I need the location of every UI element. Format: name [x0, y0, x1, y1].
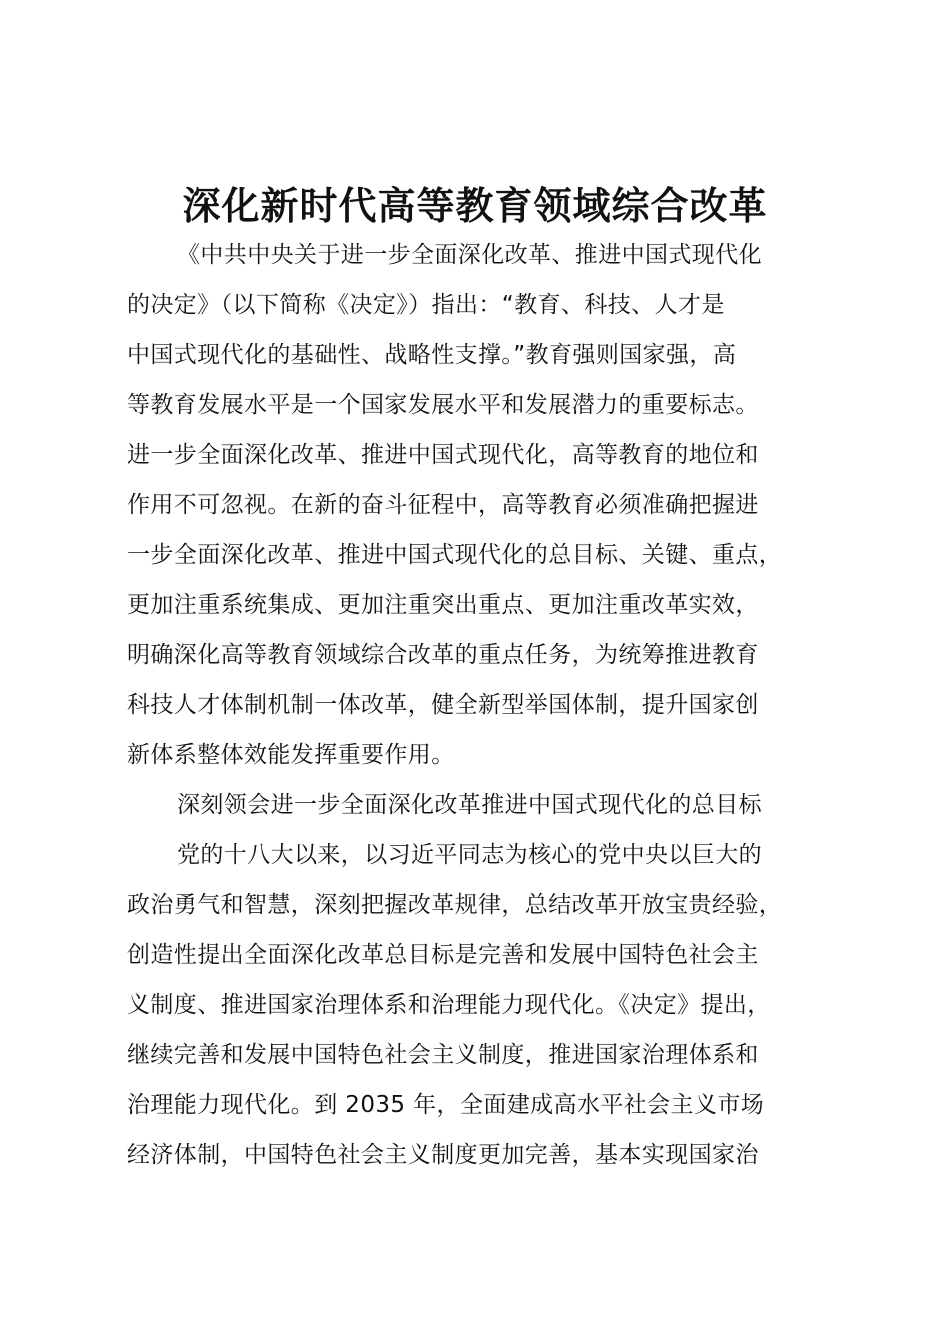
text-line: 创造性提出全面深化改革总目标是完善和发展中国特色社会主	[127, 942, 759, 968]
text-line: 进一步全面深化改革、推进中国式现代化，高等教育的地位和	[127, 442, 759, 468]
text-line: 《中共中央关于进一步全面深化改革、推进中国式现代化	[177, 242, 762, 268]
text-line: 新体系整体效能发挥重要作用。	[127, 742, 455, 768]
text-line: 治理能力现代化。到 2035 年，全面建成高水平社会主义市场	[127, 1092, 765, 1118]
section-heading	[127, 780, 827, 830]
text-line: 作用不可忽视。在新的奋斗征程中，高等教育必须准确把握进	[127, 492, 759, 518]
document-body	[127, 230, 827, 1180]
text-line: 明确深化高等教育领域综合改革的重点任务，为统筹推进教育	[127, 642, 759, 668]
text-line: 义制度、推进国家治理体系和治理能力现代化。《决定》提出，	[127, 992, 771, 1018]
paragraph-body	[127, 830, 827, 1180]
text-line: 党的十八大以来，以习近平同志为核心的党中央以巨大的	[177, 842, 762, 868]
text-line: 科技人才体制机制一体改革，健全新型举国体制，提升国家创	[127, 692, 759, 718]
document-title: 深化新时代高等教育领域综合改革	[182, 183, 768, 228]
text-line: 继续完善和发展中国特色社会主义制度，推进国家治理体系和	[127, 1042, 759, 1068]
text-line: 的决定》（以下简称《决定》）指出：“教育、科技、人才是	[127, 292, 725, 318]
text-line: 政治勇气和智慧，深刻把握改革规律，总结改革开放宝贵经验，	[127, 892, 783, 918]
text-line: 等教育发展水平是一个国家发展水平和发展潜力的重要标志。	[127, 392, 759, 418]
paragraph-intro	[127, 230, 827, 780]
text-line: 经济体制，中国特色社会主义制度更加完善，基本实现国家治	[127, 1142, 759, 1168]
text-line: 更加注重系统集成、更加注重突出重点、更加注重改革实效，	[127, 592, 759, 618]
text-line: 深刻领会进一步全面深化改革推进中国式现代化的总目标	[177, 792, 762, 818]
text-line: 一步全面深化改革、推进中国式现代化的总目标、关键、重点，	[127, 542, 783, 568]
text-line: 中国式现代化的基础性、战略性支撑。”教育强则国家强，高	[127, 342, 737, 368]
